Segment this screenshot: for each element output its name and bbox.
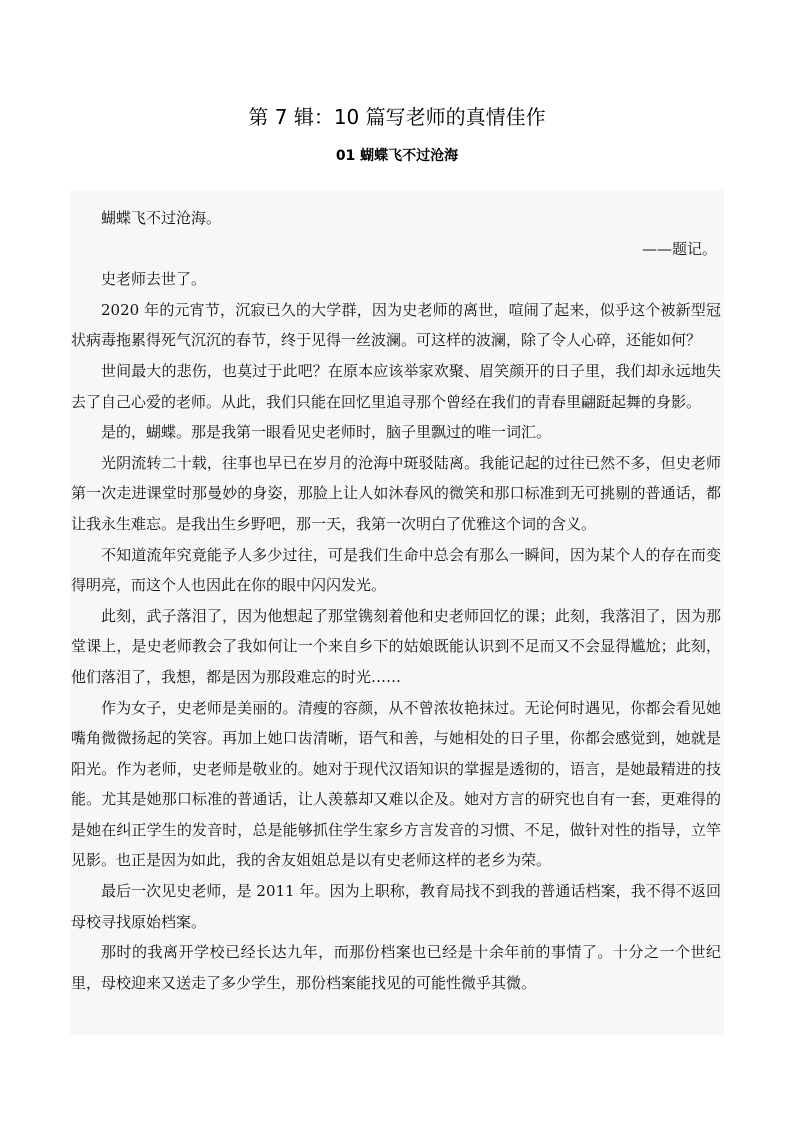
page-title: 第 7 辑：10 篇写老师的真情佳作: [248, 105, 546, 129]
paragraph: 作为女子，史老师是美丽的。清瘦的容颜，从不曾浓妆艳抹过。无论何时遇见，你都会看见她嘴角微微扬起的笑容。再加上她口齿清晰，语气和善，与她相处的日子里，你都会感觉到，她就是阳光。作为老师，史老师是敬业的。她对于现代汉语知识的掌握是透彻的，语言，是她最精进的技能。尤其是她那口标准的普通话，让人羡慕却又难以企及。她对方言的研究也自有一套，更难得的是她在纠正学生的发音时，总是能够抓住学生家乡方言发音的习惯、不足，做针对性的指导，立竿见影。也正是因为如此，我的舍友姐姐总是以有史老师这样的老乡为荣。: [71, 698, 721, 870]
article-title: 01 蝴蝶飞不过沧海: [335, 148, 459, 164]
paragraph: 光阴流转二十载，往事也早已在岁月的沧海中斑驳陆离。我能记起的过往已然不多，但史老师第一次走进课堂时那曼妙的身姿，那脸上让人如沐春风的微笑和那口标准到无可挑剔的普通话，都让我永生难忘。是我出生乡野吧，那一天，我第一次明白了优雅这个词的含义。: [71, 453, 721, 533]
epigraph: 蝴蝶飞不过沧海。: [101, 209, 222, 227]
paragraph: 此刻，武子落泪了，因为他想起了那堂镌刻着他和史老师回忆的课；此刻，我落泪了，因为那堂课上，是史老师教会了我如何让一个来自乡下的姑娘既能认识到不足而又不会显得尴尬；此刻，他们落泪了，我想，都是因为那段难忘的时光……: [71, 606, 721, 686]
epigraph-source: ——题记。: [641, 239, 717, 258]
article-body: [71, 203, 721, 998]
paragraph: 世间最大的悲伤，也莫过于此吧？在原本应该举家欢聚、眉笑颜开的日子里，我们却永远地失去了自己心爱的老师。从此，我们只能在回忆里追寻那个曾经在我们的青春里翩跹起舞的身影。: [71, 361, 721, 411]
paragraph: 史老师去世了。: [101, 270, 207, 289]
paragraph: 最后一次见史老师，是 2011 年。因为上职称，教育局找不到我的普通话档案，我不得不返回母校寻找原始档案。: [71, 882, 721, 931]
paragraph: 那时的我离开学校已经长达九年，而那份档案也已经是十余年前的事情了。十分之一个世纪里，母校迎来又送走了多少学生，那份档案能找见的可能性微乎其微。: [71, 943, 721, 992]
paragraph: 是的，蝴蝶。那是我第一眼看见史老师时，脑子里飘过的唯一词汇。: [101, 423, 552, 442]
paragraph: 不知道流年究竟能予人多少过往，可是我们生命中总会有那么一瞬间，因为某个人的存在而变得明亮，而这个人也因此在你的眼中闪闪发光。: [71, 545, 721, 595]
paragraph: 2020 年的元宵节，沉寂已久的大学群，因为史老师的离世，喧闹了起来，似乎这个被新型冠状病毒拖累得死气沉沉的春节，终于见得一丝波澜。可这样的波澜，除了令人心碎，还能如何？: [71, 300, 721, 350]
